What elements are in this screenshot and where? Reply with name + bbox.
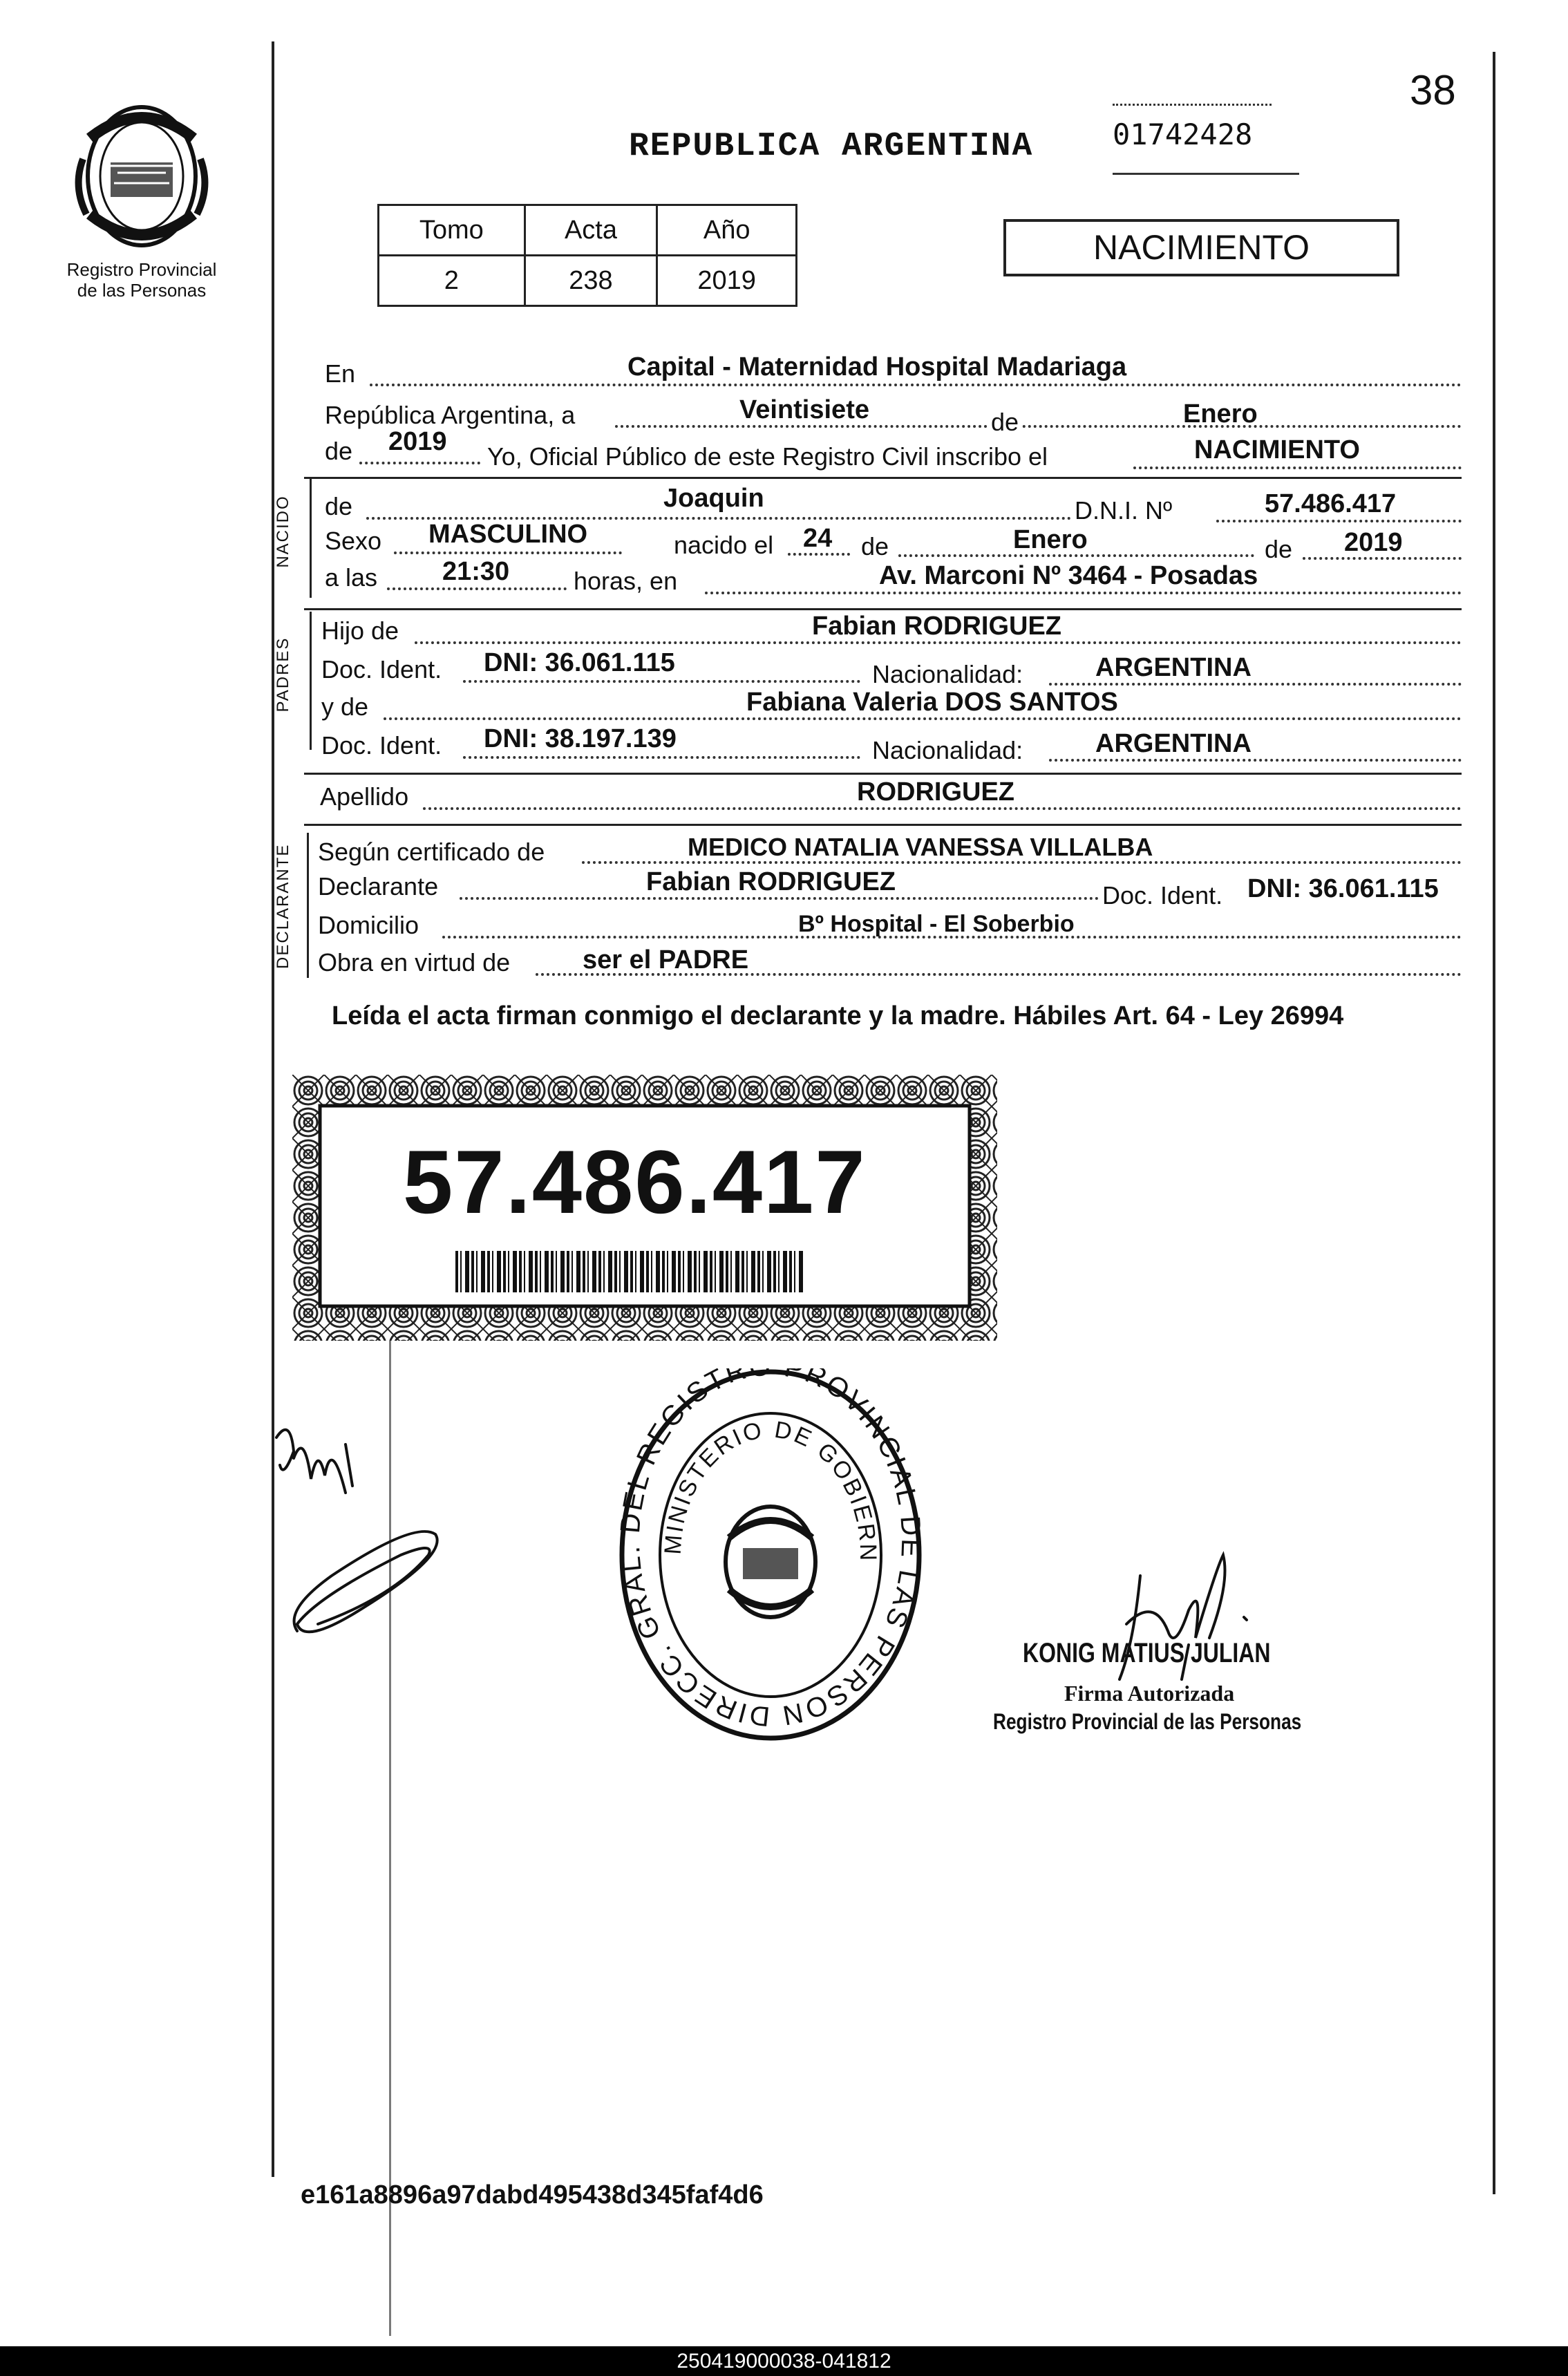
footer-code: 250419000038-041812 bbox=[677, 2350, 891, 2373]
father-doc-dots bbox=[463, 680, 860, 683]
doc-label: Doc. Ident. bbox=[321, 655, 442, 683]
right-margin-line bbox=[1493, 52, 1495, 2194]
dni-value: 57.486.417 bbox=[1265, 489, 1397, 518]
mother-dots bbox=[384, 717, 1462, 720]
doc2-label: Doc. Ident. bbox=[321, 731, 442, 760]
registry-value-tomo: 2 bbox=[379, 256, 525, 306]
signature-official bbox=[1085, 1541, 1292, 1693]
hijo-label: Hijo de bbox=[321, 616, 399, 645]
time-dots bbox=[387, 587, 567, 590]
time-value: 21:30 bbox=[442, 557, 510, 586]
father-doc-value: DNI: 36.061.115 bbox=[484, 648, 675, 677]
section-line-4 bbox=[304, 824, 1462, 826]
logo-caption bbox=[41, 259, 242, 301]
seal-outer-text: DIRECC. GRAL EL REGISTR PROVINCIAL LAS PERSON bbox=[618, 1368, 923, 1732]
alas-label: a las bbox=[325, 563, 378, 592]
section-line-1 bbox=[304, 477, 1462, 479]
father-value: Fabian RODRIGUEZ bbox=[812, 612, 1062, 641]
registry-header-tomo: Tomo bbox=[379, 205, 525, 256]
domicilio-label: Domicilio bbox=[318, 911, 419, 939]
record-type-box: NACIMIENTO bbox=[1003, 219, 1399, 276]
dni-sticker bbox=[292, 1075, 997, 1341]
logo-caption-line2: de las Personas bbox=[77, 280, 207, 301]
segun-label: Según certificado de bbox=[318, 838, 545, 866]
place-value: Capital - Maternidad Hospital Madariaga bbox=[627, 352, 1127, 381]
official-title: Firma Autorizada bbox=[1064, 1681, 1235, 1706]
registry-value-ano: 2019 bbox=[657, 256, 797, 306]
mother-value: Fabiana Valeria DOS SANTOS bbox=[746, 688, 1118, 717]
registry-table bbox=[377, 204, 797, 307]
nac-label: Nacionalidad: bbox=[872, 660, 1023, 688]
nacido-label: nacido el bbox=[674, 531, 774, 559]
closing-text: Leída el acta firman conmigo el declarante y la madre. Hábiles Art. 64 - Ley 26994 bbox=[332, 1001, 1344, 1030]
surname-value: RODRIGUEZ bbox=[857, 777, 1014, 807]
nac2-label: Nacionalidad: bbox=[872, 736, 1023, 764]
document-hash: e161a8896a97dabd495438d345faf4d6 bbox=[301, 2180, 764, 2209]
provincial-logo bbox=[69, 97, 214, 256]
page-number: 38 bbox=[1410, 67, 1456, 113]
mother-doc-value: DNI: 38.197.139 bbox=[484, 724, 677, 753]
de3-label: de bbox=[325, 492, 353, 520]
apellido-label: Apellido bbox=[320, 782, 409, 811]
declarante-side-label: DECLARANTE bbox=[274, 843, 292, 969]
country-title: REPUBLICA ARGENTINA bbox=[629, 128, 1034, 165]
name-value: Joaquin bbox=[663, 484, 764, 513]
seal-inner-text: MINISTERIO DE GOBIERN bbox=[659, 1416, 882, 1563]
father-nat-value: ARGENTINA bbox=[1095, 653, 1251, 682]
surname-dots bbox=[423, 807, 1462, 810]
registry-header-ano: Año bbox=[657, 205, 797, 256]
sex-dots bbox=[394, 551, 622, 554]
inscribo-dots bbox=[1133, 466, 1462, 469]
section-line-2 bbox=[304, 608, 1462, 610]
year-value: 2019 bbox=[388, 427, 447, 456]
dni-barcode bbox=[455, 1251, 804, 1292]
month-value: Enero bbox=[1183, 399, 1258, 428]
declarante-bracket bbox=[307, 833, 309, 978]
en-label: En bbox=[325, 359, 356, 388]
de5-label: de bbox=[1265, 535, 1293, 563]
official-seal bbox=[618, 1368, 923, 1742]
signature-declarant bbox=[263, 1417, 401, 1507]
nacido-bracket bbox=[310, 477, 312, 598]
father-nat-dots bbox=[1049, 683, 1462, 686]
capacity-value: ser el PADRE bbox=[583, 945, 749, 974]
birth-year-value: 2019 bbox=[1344, 528, 1403, 557]
republica-label: República Argentina, a bbox=[325, 401, 576, 429]
de2-label: de bbox=[325, 437, 353, 465]
padres-side-label: PADRES bbox=[274, 637, 292, 713]
footer-bar bbox=[0, 2346, 1568, 2376]
inscribo-value: NACIMIENTO bbox=[1194, 435, 1360, 464]
left-margin-line bbox=[272, 41, 274, 2177]
birth-day-value: 24 bbox=[803, 524, 833, 553]
signature-mother bbox=[276, 1514, 456, 1645]
registry-value-acta: 238 bbox=[525, 256, 657, 306]
day-words-value: Veintisiete bbox=[739, 395, 869, 424]
sexo-label: Sexo bbox=[325, 527, 382, 555]
mother-doc-dots bbox=[463, 756, 860, 759]
horas-label: horas, en bbox=[574, 567, 678, 595]
doc3-label: Doc. Ident. bbox=[1102, 881, 1223, 909]
mother-nat-value: ARGENTINA bbox=[1095, 729, 1251, 758]
dni-sticker-number: 57.486.417 bbox=[403, 1131, 867, 1232]
mother-nat-dots bbox=[1049, 759, 1462, 762]
section-line-3 bbox=[304, 773, 1462, 775]
birth-month-value: Enero bbox=[1013, 525, 1088, 554]
en-dots bbox=[370, 384, 1462, 386]
declarant-dots bbox=[460, 897, 1099, 900]
address-value: Bº Hospital - El Soberbio bbox=[798, 911, 1075, 937]
yde-label: y de bbox=[321, 692, 369, 721]
logo-caption-line1: Registro Provincial bbox=[66, 259, 217, 280]
year-dots bbox=[359, 462, 480, 464]
serial-top-line bbox=[1113, 104, 1272, 106]
birth-place-dots bbox=[705, 592, 1462, 594]
de4-label: de bbox=[861, 532, 889, 560]
birth-place-value: Av. Marconi Nº 3464 - Posadas bbox=[879, 561, 1258, 590]
certificate-value: MEDICO NATALIA VANESSA VILLALBA bbox=[688, 833, 1153, 861]
obra-label: Obra en virtud de bbox=[318, 948, 511, 977]
yo-label: Yo, Oficial Público de este Registro Civil inscribo el bbox=[487, 442, 1048, 471]
father-dots bbox=[415, 641, 1462, 644]
padres-bracket bbox=[310, 612, 312, 750]
republica-dots bbox=[615, 425, 1462, 428]
official-name: KONIG MATIUS JULIAN bbox=[1023, 1638, 1271, 1668]
declarant-doc-value: DNI: 36.061.115 bbox=[1247, 874, 1439, 903]
dni-label: D.N.I. Nº bbox=[1075, 496, 1173, 525]
sex-value: MASCULINO bbox=[428, 520, 588, 549]
serial-underline bbox=[1113, 173, 1299, 175]
nacido-side-label: NACIDO bbox=[274, 495, 292, 568]
official-office: Registro Provincial de las Personas bbox=[993, 1709, 1302, 1734]
de-label: de bbox=[988, 408, 1021, 437]
serial-number: 01742428 bbox=[1113, 117, 1253, 151]
declarant-value: Fabian RODRIGUEZ bbox=[646, 867, 896, 896]
declarante-label: Declarante bbox=[318, 872, 439, 901]
registry-header-acta: Acta bbox=[525, 205, 657, 256]
dni-dots bbox=[1216, 520, 1462, 522]
